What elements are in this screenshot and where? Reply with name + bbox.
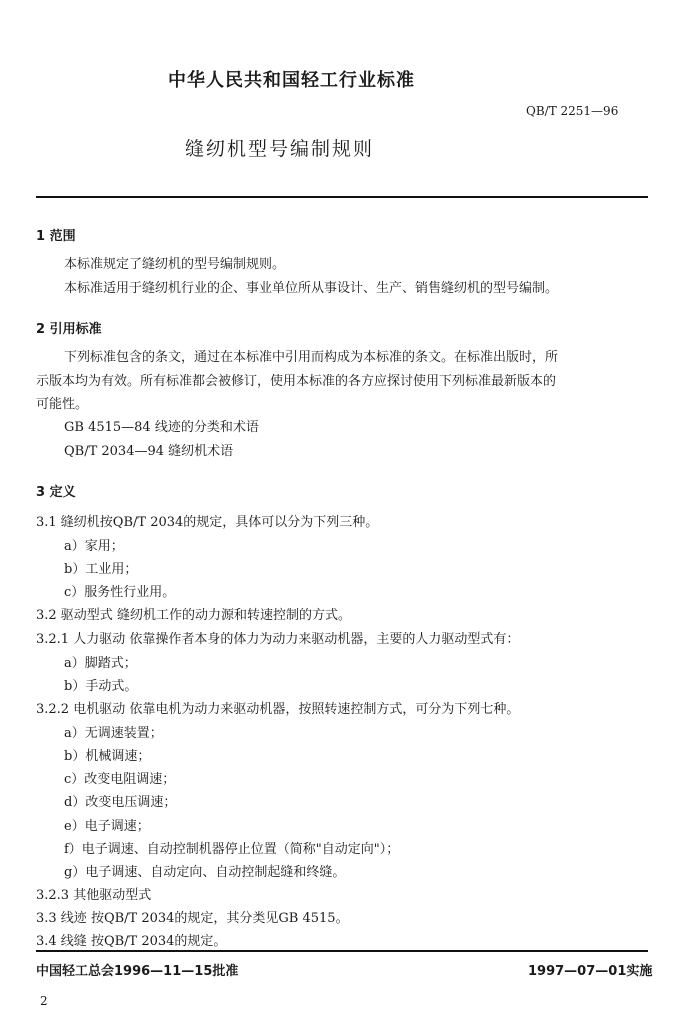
footer-divider <box>36 950 648 952</box>
section-1-paragraph-1: 本标准规定了缝纫机的型号编制规则。 <box>64 257 286 272</box>
clause-3-1: 3.1 缝纫机按QB/T 2034的规定，具体可以分为下列三种。 <box>36 515 379 530</box>
clause-3-3: 3.3 线迹 按QB/T 2034的规定，其分类见GB 4515。 <box>36 911 349 926</box>
clause-3-2-2-item-e: e）电子调速； <box>64 819 150 834</box>
section-2-paragraph-line-3: 可能性。 <box>36 397 89 412</box>
reference-gb4515: GB 4515—84 线迹的分类和术语 <box>64 420 259 435</box>
section-3-heading: 3 定义 <box>36 485 76 500</box>
page-number: 2 <box>40 994 48 1008</box>
section-1-paragraph-2: 本标准适用于缝纫机行业的企、事业单位所从事设计、生产、销售缝纫机的型号编制。 <box>64 281 559 296</box>
clause-3-1-item-a: a）家用； <box>64 539 124 554</box>
clause-3-1-item-b: b）工业用； <box>64 562 138 577</box>
header-divider <box>36 196 648 198</box>
clause-3-2-2-item-c: c）改变电阻调速； <box>64 772 176 787</box>
effective-date: 1997—07—01实施 <box>528 964 653 979</box>
clause-3-2-1: 3.2.1 人力驱动 依靠操作者本身的体力为动力来驱动机器，主要的人力驱动型式有： <box>36 632 520 647</box>
clause-3-2-2: 3.2.2 电机驱动 依靠电机为动力来驱动机器，按照转速控制方式，可分为下列七种。 <box>36 702 520 717</box>
reference-qbt2034: QB/T 2034—94 缝纫机术语 <box>64 444 234 459</box>
clause-3-2-1-item-b: b）手动式。 <box>64 679 138 694</box>
clause-3-4: 3.4 线缝 按QB/T 2034的规定。 <box>36 934 227 949</box>
clause-3-2-2-item-b: b）机械调速； <box>64 749 151 764</box>
section-2-paragraph-line-1: 下列标准包含的条文，通过在本标准中引用而构成为本标准的条文。在标准出版时，所 <box>64 350 559 365</box>
clause-3-2: 3.2 驱动型式 缝纫机工作的动力源和转速控制的方式。 <box>36 608 351 623</box>
document-title: 缝纫机型号编制规则 <box>185 138 375 160</box>
clause-3-2-1-item-a: a）脚踏式； <box>64 656 137 671</box>
section-1-heading: 1 范围 <box>36 229 76 244</box>
clause-3-1-item-c: c）服务性行业用。 <box>64 585 176 600</box>
standard-code: QB/T 2251—96 <box>526 104 619 118</box>
clause-3-2-3: 3.2.3 其他驱动型式 <box>36 888 152 903</box>
clause-3-2-2-item-g: g）电子调速、自动定向、自动控制起缝和终缝。 <box>64 865 346 880</box>
section-2-paragraph-line-2: 示版本均为有效。所有标准都会被修订，使用本标准的各方应探讨使用下列标准最新版本的 <box>36 374 557 389</box>
approval-date: 中国轻工总会1996—11—15批准 <box>36 964 239 979</box>
clause-3-2-2-item-f: f）电子调速、自动控制机器停止位置（简称"自动定向"）； <box>64 842 400 857</box>
clause-3-2-2-item-a: a）无调速装置； <box>64 726 163 741</box>
section-2-heading: 2 引用标准 <box>36 322 102 337</box>
clause-3-2-2-item-d: d）改变电压调速； <box>64 795 177 810</box>
issuing-category-title: 中华人民共和国轻工行业标准 <box>168 70 415 91</box>
